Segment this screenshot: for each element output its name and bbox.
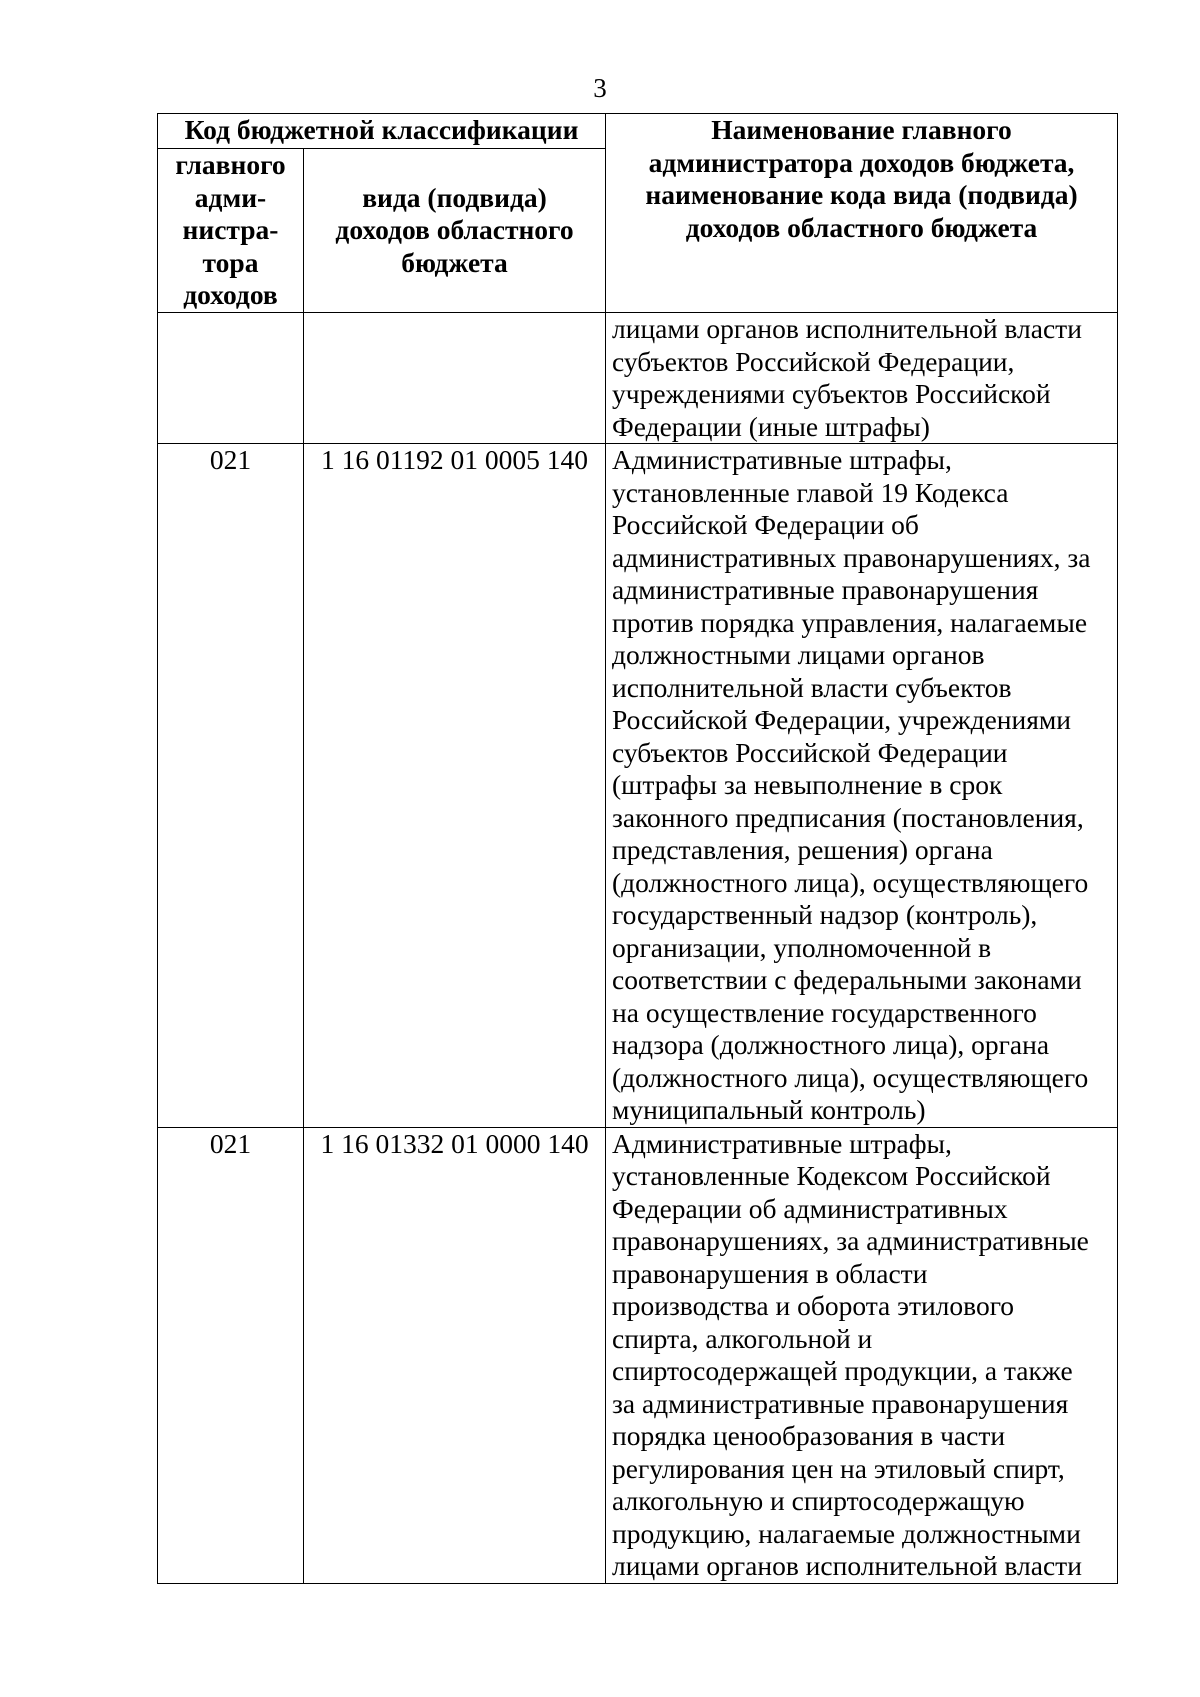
income-name-line: Федерации (иные штрафы) <box>612 410 930 442</box>
income-name-line: порядка ценообразования в части <box>612 1420 1006 1451</box>
header-type-line: доходов областного <box>335 214 574 246</box>
income-name-line: продукцию, налагаемые должностными <box>612 1517 1081 1549</box>
admin-code-cell <box>158 313 304 444</box>
income-name-line: организации, уполномоченной в <box>612 931 992 963</box>
income-name-line: алкогольную и спиртосодержащую <box>612 1485 1025 1516</box>
income-name-line: соответствии с федеральными законами <box>612 964 1082 995</box>
income-name-line: правонарушениях, за административные <box>612 1225 1089 1256</box>
table-row <box>158 313 1118 444</box>
income-name-line: должностными лицами органов <box>612 639 985 670</box>
header-budget-classification-code: Код бюджетной классификации <box>158 114 606 149</box>
income-type-code-cell <box>304 313 606 444</box>
income-name-line: спирта, алкогольной и <box>612 1322 873 1354</box>
income-name-line: (штрафы за невыполнение в срок <box>612 769 1003 800</box>
income-name-line: регулирования цен на этиловый спирт, <box>612 1452 1065 1484</box>
income-name-line: за административные правонарушения <box>612 1387 1069 1419</box>
table-row <box>158 444 1118 1128</box>
table-row <box>158 1127 1118 1583</box>
budget-classification-table <box>157 113 1118 1584</box>
income-name-line: административных правонарушениях, за <box>612 541 1091 573</box>
income-name-line: надзора (должностного лица), органа <box>612 1029 1050 1060</box>
income-name-line: лицами органов исполнительной власти <box>612 1550 1082 1581</box>
income-name-line: субъектов Российской Федерации, <box>612 345 1015 377</box>
header-name-line: администратора доходов бюджета, <box>648 146 1075 178</box>
header-admin-line: адми- <box>194 181 267 213</box>
table-body <box>158 313 1118 1584</box>
income-name-line: лицами органов исполнительной власти <box>612 313 1082 344</box>
income-name-line: производства и оборота этилового <box>612 1290 1015 1321</box>
income-name-line: установленные Кодексом Российской <box>612 1160 1051 1191</box>
header-admin-column <box>158 149 304 313</box>
header-name-line: наименование кода вида (подвида) <box>645 179 1078 210</box>
admin-code-cell: 021 <box>158 1127 304 1583</box>
page-number: 3 <box>593 73 607 103</box>
income-type-code-cell: 1 16 01332 01 0000 140 <box>304 1127 606 1583</box>
admin-code-cell: 021 <box>158 444 304 1128</box>
income-name-line: правонарушения в области <box>612 1257 928 1289</box>
income-name-line: учреждениями субъектов Российской <box>612 378 1051 409</box>
income-name-line: административные правонарушения <box>612 574 1039 605</box>
income-name-line: Административные штрафы, <box>612 1127 952 1159</box>
header-admin-line: нистра- <box>182 214 279 245</box>
income-name-cell <box>606 444 1118 1128</box>
header-admin-line: главного <box>175 149 286 180</box>
income-name-line: Административные штрафы, <box>612 444 952 475</box>
income-name-line: Российской Федерации, учреждениями <box>612 704 1071 735</box>
income-name-line: на осуществление государственного <box>612 996 1037 1028</box>
header-name-column <box>606 114 1118 313</box>
income-name-line: Российской Федерации об <box>612 509 919 540</box>
header-admin-line: тора <box>202 246 259 278</box>
income-name-line: (должностного лица), осуществляющего <box>612 866 1089 898</box>
income-name-line: законного предписания (постановления, <box>612 801 1084 833</box>
income-name-cell <box>606 1127 1118 1583</box>
income-name-line: исполнительной власти субъектов <box>612 671 1012 703</box>
header-name-line: доходов областного бюджета <box>685 211 1038 243</box>
header-admin-line: доходов <box>183 279 278 310</box>
income-name-line: против порядка управления, налагаемые <box>612 606 1088 638</box>
income-name-line: государственный надзор (контроль), <box>612 899 1038 930</box>
income-name-line: представления, решения) органа <box>612 834 993 865</box>
income-name-line: субъектов Российской Федерации <box>612 736 1008 768</box>
income-name-line: установленные главой 19 Кодекса <box>612 476 1009 508</box>
header-type-line: вида (подвида) <box>362 181 547 213</box>
income-name-cell <box>606 313 1118 444</box>
income-name-line: (должностного лица), осуществляющего <box>612 1061 1089 1093</box>
income-name-line: спиртосодержащей продукции, а также <box>612 1355 1073 1386</box>
header-type-column <box>304 149 606 313</box>
income-type-code-cell: 1 16 01192 01 0005 140 <box>304 444 606 1128</box>
income-name-line: муниципальный контроль) <box>612 1094 926 1125</box>
header-name-line: Наименование главного <box>711 114 1012 145</box>
header-type-line: бюджета <box>401 246 508 278</box>
income-name-line: Федерации об административных <box>612 1192 1008 1224</box>
